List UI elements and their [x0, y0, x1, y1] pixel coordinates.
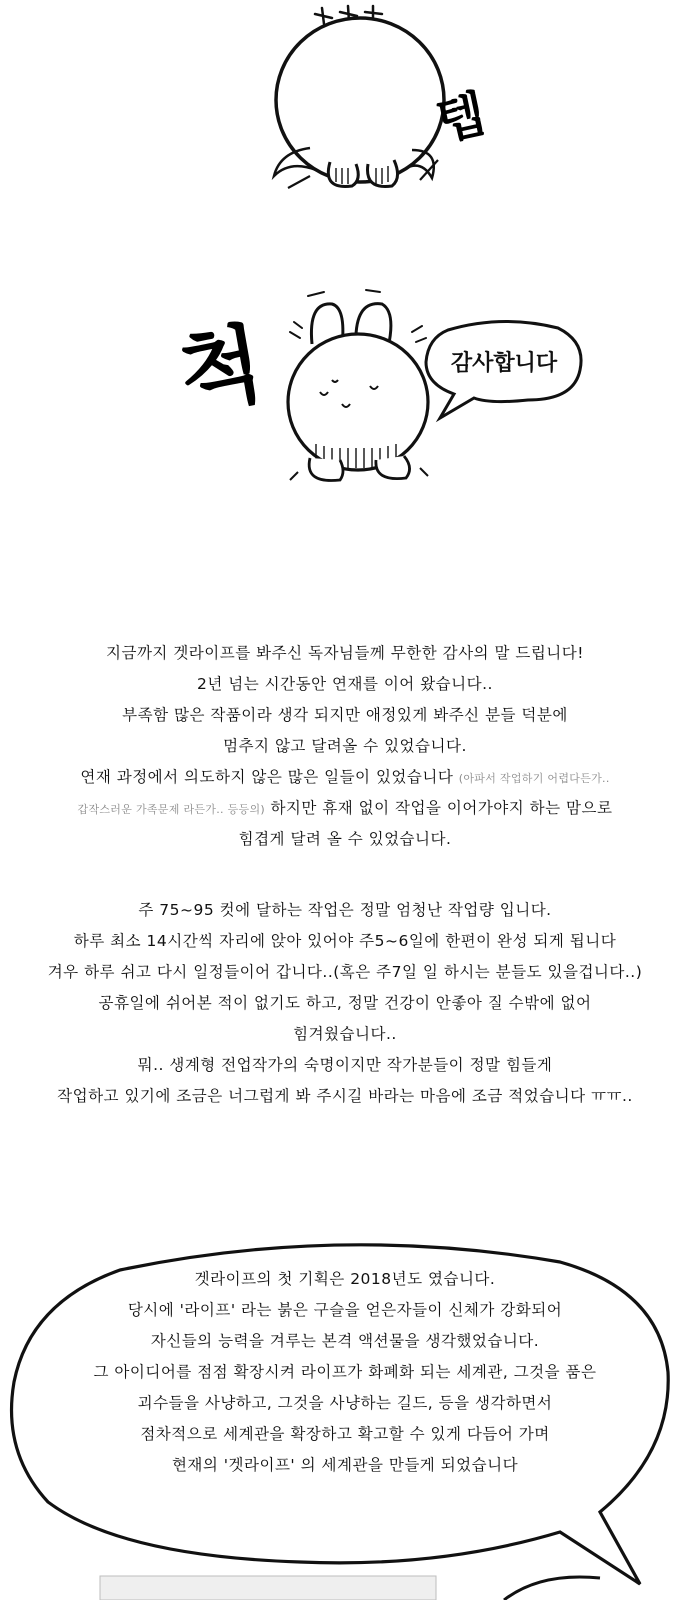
message-aside-note: (아파서 작업하기 어렵다든가..: [458, 772, 610, 785]
bubble-line: 현재의 '겟라이프' 의 세계관을 만들게 되었습니다: [171, 1456, 519, 1474]
message-line: 2년 넘는 시간동안 연재를 이어 왔습니다..: [197, 675, 493, 693]
message-line: [0, 793, 690, 824]
large-bubble-text: [14, 1264, 676, 1481]
message-block-1: [0, 638, 690, 855]
message-line: 뭐.. 생계형 전업작가의 숙명이지만 작가분들이 정말 힘들게: [137, 1056, 553, 1074]
bubble-line: 겟라이프의 첫 기획은 2018년도 였습니다.: [194, 1270, 496, 1288]
message-line: [0, 762, 690, 793]
message-line: 공휴일에 쉬어본 적이 없기도 하고, 정말 건강이 안좋아 질 수밖에 없어: [98, 994, 592, 1012]
sound-effect-cheok: 척: [171, 313, 271, 427]
message-line: 부족함 많은 작품이라 생각 되지만 애정있게 봐주신 분들 덕분에: [122, 706, 568, 724]
bubble-line: 그 아이디어를 점점 확장시켜 라이프가 화폐화 되는 세계관, 그것을 품은: [93, 1363, 597, 1381]
bubble-line: 괴수들을 사냥하고, 그것을 사냥하는 길드, 등을 생각하면서: [137, 1394, 553, 1412]
message-line: 멈추지 않고 달려올 수 있었습니다.: [223, 737, 467, 755]
bubble-line: 당시에 '라이프' 라는 붉은 구슬을 얻은자들이 신체가 강화되어: [127, 1301, 563, 1319]
message-aside-note: 갑작스러운 가족문제 라든가.. 등등의): [77, 803, 265, 816]
speech-bubble-text: 감사합니다: [450, 351, 558, 376]
message-line-main: 하지만 휴재 없이 작업을 이어가야지 하는 맘으로: [270, 799, 613, 817]
message-block-2: [0, 895, 690, 1112]
character-illustration-bow: [280, 282, 440, 492]
message-line: 지금까지 겟라이프를 봐주신 독자님들께 무한한 감사의 말 드립니다!: [106, 644, 584, 662]
message-line: 작업하고 있기에 조금은 너그럽게 봐 주시길 바라는 마음에 조금 적었습니다 ㅠㅠ..: [57, 1087, 633, 1105]
message-line: 힘겹게 달려 올 수 있었습니다.: [238, 830, 452, 848]
message-line: 하루 최소 14시간씩 자리에 앉아 있어야 주5~6일에 한편이 완성 되게 됩니다: [73, 932, 617, 950]
sound-effect-tep: 텝: [431, 84, 491, 152]
message-line: 힘겨웠습니다..: [293, 1025, 397, 1043]
message-line: 겨우 하루 쉬고 다시 일정들이어 갑니다..(혹은 주7일 일 하시는 분들도 있을겁니다..): [47, 963, 643, 981]
bubble-line: 점차적으로 세계관을 확장하고 확고할 수 있게 다듬어 가며: [140, 1425, 550, 1443]
message-line: 주 75~95 컷에 달하는 작업은 정말 엄청난 작업량 입니다.: [138, 901, 552, 919]
bubble-line: 자신들의 능력을 겨루는 본격 액션물을 생각했었습니다.: [150, 1332, 540, 1350]
message-line-main: 연재 과정에서 의도하지 않은 많은 일들이 있었습니다: [80, 768, 454, 786]
